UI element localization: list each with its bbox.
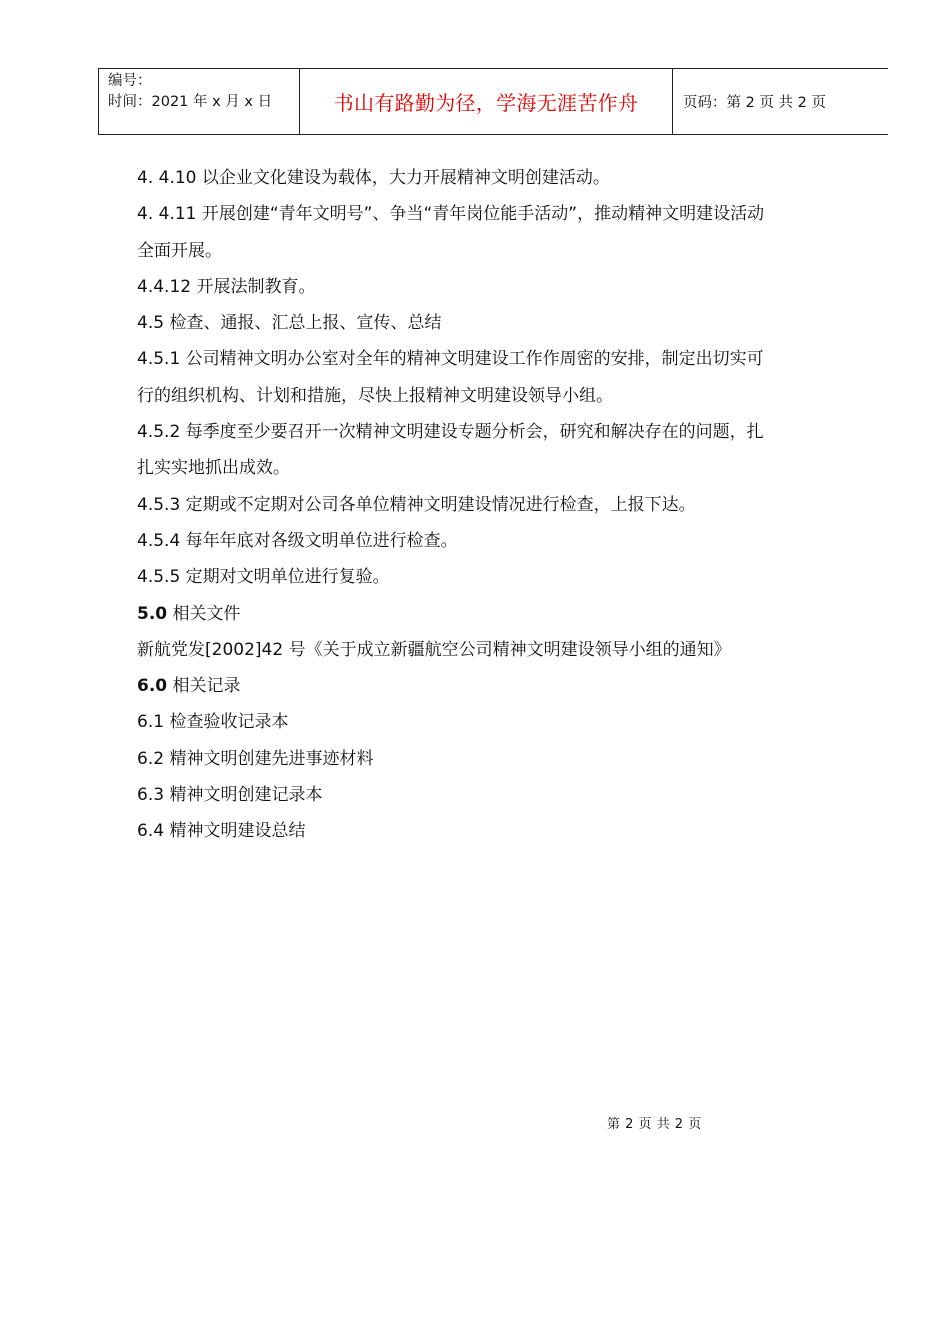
header-meta <box>99 69 300 134</box>
body-line: 扎实实地抓出成效。 <box>137 458 290 479</box>
body-line: 4. 4.11 开展创建“青年文明号”、争当“青年岗位能手活动”，推动精神文明建设活动 <box>137 204 765 225</box>
body-line: 4. 4.10 以企业文化建设为载体，大力开展精神文明创建活动。 <box>137 168 610 188</box>
body-line: 4.5.1 公司精神文明办公室对全年的精神文明建设工作作周密的安排，制定出切实可 <box>137 349 764 370</box>
section-5-title: 相关文件 <box>167 603 241 624</box>
body-line: 4.5.5 定期对文明单位进行复验。 <box>137 567 390 588</box>
record-item: 6.1 检查验收记录本 <box>137 712 289 733</box>
record-item: 6.3 精神文明创建记录本 <box>137 785 323 806</box>
body-line: 行的组织机构、计划和措施，尽快上报精神文明建设领导小组。 <box>137 385 613 406</box>
document-header <box>98 68 888 135</box>
body-line: 全面开展。 <box>137 240 222 261</box>
body-line: 4.5.3 定期或不定期对公司各单位精神文明建设情况进行检查，上报下达。 <box>137 494 696 515</box>
document-number-label: 编号： <box>108 73 152 89</box>
header-motto: 书山有路勤为径，学海无涯苦作舟 <box>300 69 673 134</box>
document-time-label: 时间：2021 年 x 月 x 日 <box>108 94 273 110</box>
section-heading-6 <box>137 668 857 704</box>
section-5-number: 5.0 <box>137 603 168 624</box>
section-heading-4-5: 4.5 检查、通报、汇总上报、宣传、总结 <box>137 313 442 334</box>
body-line: 4.4.12 开展法制教育。 <box>137 276 316 297</box>
body-line: 4.5.4 每年年底对各级文明单位进行检查。 <box>137 530 458 551</box>
related-document: 新航党发[2002]42 号《关于成立新疆航空公司精神文明建设领导小组的通知》 <box>137 639 731 660</box>
body-line: 4.5.2 每季度至少要召开一次精神文明建设专题分析会，研究和解决存在的问题，扎 <box>137 422 764 443</box>
record-item: 6.4 精神文明建设总结 <box>137 821 306 842</box>
section-6-number: 6.0 <box>137 676 168 697</box>
section-6-title: 相关记录 <box>167 676 241 697</box>
document-body <box>137 160 857 850</box>
record-item: 6.2 精神文明创建先进事迹材料 <box>137 748 374 769</box>
header-page-info: 页码：第 2 页 共 2 页 <box>683 95 826 111</box>
page-footer: 第 2 页 共 2 页 <box>607 1117 702 1132</box>
section-heading-5 <box>137 596 857 632</box>
